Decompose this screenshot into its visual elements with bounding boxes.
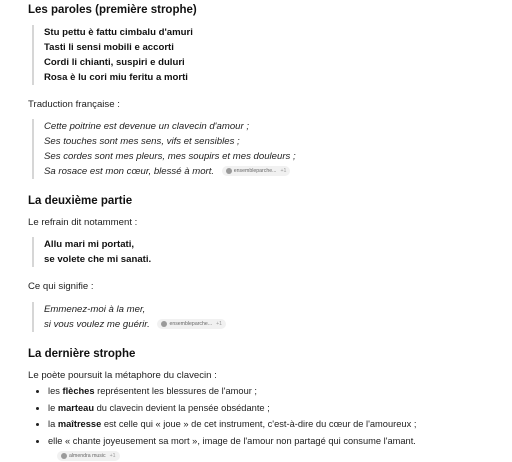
refrain-intro: Le refrain dit notamment :: [28, 217, 138, 228]
list-item: • elle « chante joyeusement sa mort », image de l'amour non partagé qui consume l'amant.: [48, 433, 508, 450]
source-chip[interactable]: [222, 166, 291, 176]
verse-line: Rosa è lu cori miu feritu a morti: [44, 72, 188, 83]
link-icon: [61, 453, 67, 459]
verse-line: Stu pettu è fattu cimbalu d'amuri: [44, 27, 193, 38]
translation-quote-1: [32, 119, 296, 179]
source-more-count: +1: [109, 453, 116, 459]
translation-line: Ses touches sont mes sens, vifs et sensibles ;: [44, 136, 240, 147]
translation-line: Cette poitrine est devenue un clavecin d'amour ;: [44, 121, 250, 132]
verse-line: Tasti li sensi mobili e accorti: [44, 42, 174, 53]
list-item: • les flèches représentent les blessures de l'amour ;: [48, 383, 508, 400]
meaning-label: Ce qui signifie :: [28, 281, 94, 292]
source-more-count: +1: [280, 168, 287, 175]
list-item: • le marteau du clavecin devient la pensée obsédante ;: [48, 400, 508, 417]
link-icon: [161, 321, 167, 327]
source-label: ensembleparche...: [169, 321, 213, 328]
verses-quote-1: [32, 25, 193, 85]
list-item: • la maîtresse est celle qui « joue » de cet instrument, c'est-à-dire du cœur de l'amoureux ;: [48, 416, 508, 433]
translation-text: Sa rosace est mon cœur, blessé à mort.: [44, 166, 215, 177]
link-icon: [226, 168, 232, 174]
source-label: almendra music: [69, 453, 106, 459]
metaphor-intro: Le poète poursuit la métaphore du clavecin :: [28, 370, 217, 381]
verse-line: Allu mari mi portati,: [44, 239, 135, 250]
source-chip[interactable]: [57, 451, 120, 461]
section-heading-first-stanza: Les paroles (première strophe): [28, 4, 197, 16]
source-label: ensembleparche...: [233, 168, 277, 175]
translation-quote-2: [32, 302, 226, 332]
verse-line: se volete che mi sanati.: [44, 254, 152, 265]
translation-label: Traduction française :: [28, 99, 120, 110]
source-more-count: +1: [216, 321, 223, 328]
section-heading-second-part: La deuxième partie: [28, 195, 133, 207]
source-chip[interactable]: [157, 319, 226, 329]
section-heading-last-stanza: La dernière strophe: [28, 348, 136, 360]
translation-line: [44, 164, 296, 179]
verse-line: Cordi li chianti, suspiri e duluri: [44, 57, 185, 68]
translation-text: si vous voulez me guérir.: [44, 319, 150, 330]
translation-line: Emmenez-moi à la mer,: [44, 304, 146, 315]
translation-line: Ses cordes sont mes pleurs, mes soupirs et mes douleurs ;: [44, 151, 296, 162]
metaphor-list: [36, 383, 508, 449]
verses-quote-2: [32, 237, 151, 267]
translation-line: [44, 317, 226, 332]
